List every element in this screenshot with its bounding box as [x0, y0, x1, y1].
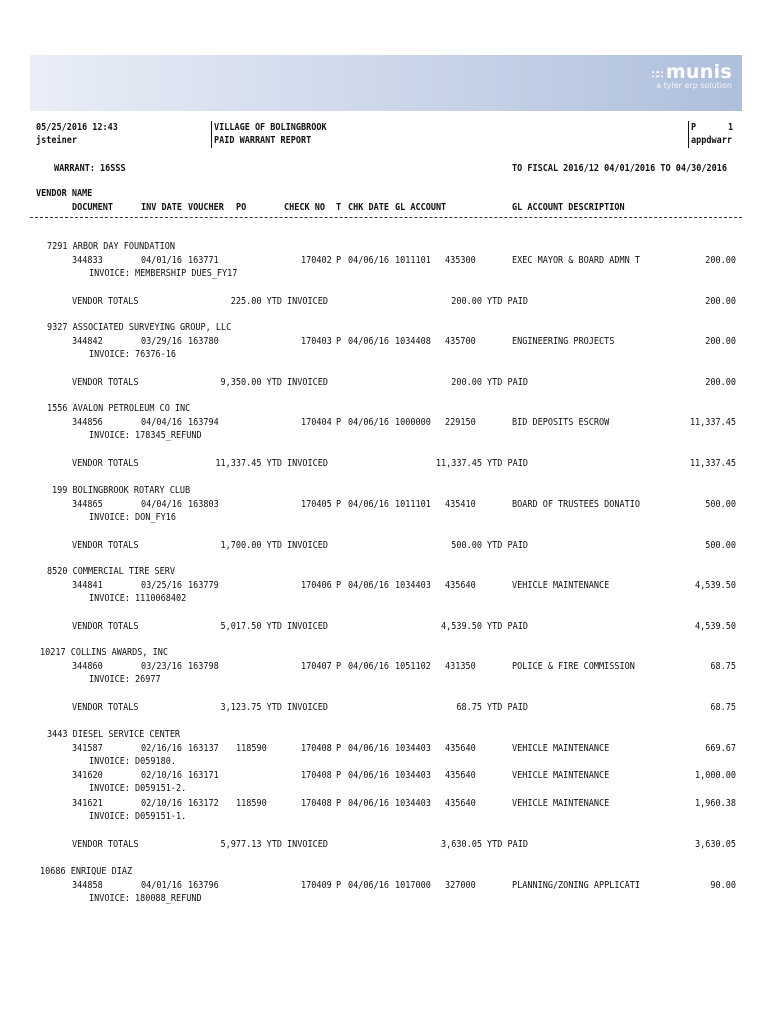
- gl-description: EXEC MAYOR & BOARD ADMN T: [512, 255, 640, 266]
- check-number: 170403: [301, 336, 332, 347]
- vendor-name: 7291 ARBOR DAY FOUNDATION: [47, 241, 175, 252]
- invoice-date: 02/16/16: [141, 743, 182, 754]
- vendor-total: 11,337.45: [689, 458, 736, 469]
- gl-description: BOARD OF TRUSTEES DONATIO: [512, 499, 640, 510]
- document-number: 341587: [72, 743, 103, 754]
- document-number: 341620: [72, 770, 103, 781]
- check-number: 170407: [301, 661, 332, 672]
- check-date: 04/06/16: [348, 336, 389, 347]
- invoice-date: 02/10/16: [141, 798, 182, 809]
- voucher-number: 163137: [188, 743, 219, 754]
- voucher-number: 163780: [188, 336, 219, 347]
- col-gl-description: GL ACCOUNT DESCRIPTION: [512, 202, 625, 213]
- check-date: 04/06/16: [348, 580, 389, 591]
- paid-amount: 200.00: [705, 336, 736, 347]
- col-inv-date: INV DATE: [141, 202, 182, 213]
- check-date: 04/06/16: [348, 798, 389, 809]
- col-voucher: VOUCHER: [188, 202, 224, 213]
- check-number: 170409: [301, 880, 332, 891]
- check-type: P: [336, 580, 342, 591]
- gl-object: 435700: [445, 336, 476, 347]
- gl-object: 229150: [445, 417, 476, 428]
- paid-amount: 1,960.38: [695, 798, 736, 809]
- gl-description: PLANNING/ZONING APPLICATI: [512, 880, 640, 891]
- check-number: 170402: [301, 255, 332, 266]
- logo-text: munis: [665, 61, 732, 83]
- vendor-name: 8520 COMMERCIAL TIRE SERV: [47, 566, 175, 577]
- po-number: 118590: [236, 743, 267, 754]
- voucher-number: 163171: [188, 770, 219, 781]
- logo-subtext: a tyler erp solution: [656, 81, 732, 90]
- check-type: P: [336, 743, 342, 754]
- vendor-totals-label: VENDOR TOTALS: [72, 702, 139, 713]
- gl-object: 327000: [445, 880, 476, 891]
- gl-org: 1034408: [395, 336, 431, 347]
- po-number: 118590: [236, 798, 267, 809]
- vendor-name: 3443 DIESEL SERVICE CENTER: [47, 729, 181, 740]
- voucher-number: 163779: [188, 580, 219, 591]
- paid-amount: 68.75: [710, 661, 736, 672]
- ytd-invoiced: 1,700.00 YTD INVOICED: [220, 540, 328, 551]
- invoice-reference: INVOICE: D059151-1.: [89, 811, 187, 822]
- ytd-paid: 11,337.45 YTD PAID: [435, 458, 528, 469]
- document-number: 344842: [72, 336, 103, 347]
- gl-org: 1034403: [395, 743, 431, 754]
- ytd-paid: 4,539.50 YTD PAID: [440, 621, 528, 632]
- vendor-totals-label: VENDOR TOTALS: [72, 377, 139, 388]
- check-type: P: [336, 336, 342, 347]
- gl-object: 435640: [445, 743, 476, 754]
- vendor-total: 500.00: [705, 540, 736, 551]
- document-number: 341621: [72, 798, 103, 809]
- report-datetime: 05/25/2016 12:43: [36, 122, 118, 133]
- check-date: 04/06/16: [348, 499, 389, 510]
- invoice-reference: INVOICE: DON_FY16: [89, 512, 177, 523]
- paid-amount: 11,337.45: [689, 417, 736, 428]
- invoice-reference: INVOICE: 76376-16: [89, 349, 177, 360]
- check-number: 170408: [301, 770, 332, 781]
- gl-description: VEHICLE MAINTENANCE: [512, 770, 610, 781]
- vendor-total: 200.00: [705, 377, 736, 388]
- vendor-totals-label: VENDOR TOTALS: [72, 839, 139, 850]
- header-rule: [30, 217, 742, 218]
- vendor-totals-label: VENDOR TOTALS: [72, 540, 139, 551]
- check-number: 170404: [301, 417, 332, 428]
- paid-amount: 4,539.50: [695, 580, 736, 591]
- check-date: 04/06/16: [348, 770, 389, 781]
- voucher-number: 163794: [188, 417, 219, 428]
- ytd-paid: 3,630.05 YTD PAID: [440, 839, 528, 850]
- voucher-number: 163798: [188, 661, 219, 672]
- invoice-reference: INVOICE: 1110068402: [89, 593, 187, 604]
- program-name: appdwarr: [691, 135, 732, 146]
- check-number: 170408: [301, 798, 332, 809]
- voucher-number: 163803: [188, 499, 219, 510]
- col-document: DOCUMENT: [72, 202, 113, 213]
- vendor-total: 68.75: [710, 702, 736, 713]
- vendor-totals-label: VENDOR TOTALS: [72, 296, 139, 307]
- col-type: T: [336, 202, 342, 213]
- gl-org: 1011101: [395, 499, 431, 510]
- document-number: 344841: [72, 580, 103, 591]
- check-number: 170406: [301, 580, 332, 591]
- report-banner: [30, 55, 742, 111]
- document-number: 344860: [72, 661, 103, 672]
- page-label: P: [691, 122, 697, 133]
- check-type: P: [336, 661, 342, 672]
- col-check-no: CHECK NO: [284, 202, 325, 213]
- paid-amount: 200.00: [705, 255, 736, 266]
- check-date: 04/06/16: [348, 743, 389, 754]
- fiscal-range: TO FISCAL 2016/12 04/01/2016 TO 04/30/2016: [512, 163, 727, 174]
- vendor-totals-label: VENDOR TOTALS: [72, 458, 139, 469]
- logo-dots-icon: ∷∷: [651, 66, 662, 81]
- gl-org: 1034403: [395, 580, 431, 591]
- check-type: P: [336, 770, 342, 781]
- col-chk-date: CHK DATE: [348, 202, 389, 213]
- check-type: P: [336, 880, 342, 891]
- gl-org: 1017000: [395, 880, 431, 891]
- document-number: 344833: [72, 255, 103, 266]
- ytd-invoiced: 11,337.45 YTD INVOICED: [215, 458, 328, 469]
- gl-description: POLICE & FIRE COMMISSION: [512, 661, 635, 672]
- vendor-name: 1556 AVALON PETROLEUM CO INC: [47, 403, 191, 414]
- invoice-date: 04/04/16: [141, 417, 182, 428]
- check-type: P: [336, 417, 342, 428]
- vendor-name: 9327 ASSOCIATED SURVEYING GROUP, LLC: [47, 322, 232, 333]
- document-number: 344856: [72, 417, 103, 428]
- invoice-date: 04/04/16: [141, 499, 182, 510]
- report-user: jsteiner: [36, 135, 77, 146]
- paid-amount: 90.00: [710, 880, 736, 891]
- gl-description: ENGINEERING PROJECTS: [512, 336, 615, 347]
- col-po: PO: [236, 202, 247, 213]
- check-number: 170405: [301, 499, 332, 510]
- check-date: 04/06/16: [348, 417, 389, 428]
- org-name: VILLAGE OF BOLINGBROOK: [214, 122, 327, 133]
- ytd-paid: 200.00 YTD PAID: [451, 377, 528, 388]
- invoice-date: 04/01/16: [141, 880, 182, 891]
- document-number: 344858: [72, 880, 103, 891]
- invoice-reference: INVOICE: MEMBERSHIP DUES_FY17: [89, 268, 238, 279]
- check-type: P: [336, 499, 342, 510]
- ytd-paid: 200.00 YTD PAID: [451, 296, 528, 307]
- gl-org: 1051102: [395, 661, 431, 672]
- gl-description: VEHICLE MAINTENANCE: [512, 743, 610, 754]
- gl-org: 1034403: [395, 798, 431, 809]
- gl-object: 435640: [445, 580, 476, 591]
- invoice-reference: INVOICE: 26977: [89, 674, 161, 685]
- gl-description: VEHICLE MAINTENANCE: [512, 798, 610, 809]
- ytd-paid: 68.75 YTD PAID: [456, 702, 528, 713]
- vendor-total: 4,539.50: [695, 621, 736, 632]
- page-number: 1: [728, 122, 734, 133]
- ytd-paid: 500.00 YTD PAID: [451, 540, 528, 551]
- gl-description: BID DEPOSITS ESCROW: [512, 417, 610, 428]
- check-type: P: [336, 798, 342, 809]
- warrant-label: WARRANT: 16SSS: [54, 163, 126, 174]
- ytd-invoiced: 225.00 YTD INVOICED: [230, 296, 328, 307]
- check-date: 04/06/16: [348, 661, 389, 672]
- check-number: 170408: [301, 743, 332, 754]
- ytd-invoiced: 5,017.50 YTD INVOICED: [220, 621, 328, 632]
- gl-description: VEHICLE MAINTENANCE: [512, 580, 610, 591]
- vendor-name: 10686 ENRIQUE DIAZ: [40, 866, 133, 877]
- paid-amount: 669.67: [705, 743, 736, 754]
- check-date: 04/06/16: [348, 880, 389, 891]
- check-date: 04/06/16: [348, 255, 389, 266]
- invoice-reference: INVOICE: 180088_REFUND: [89, 893, 202, 904]
- gl-org: 1011101: [395, 255, 431, 266]
- invoice-date: 03/29/16: [141, 336, 182, 347]
- vendor-total: 3,630.05: [695, 839, 736, 850]
- paid-amount: 500.00: [705, 499, 736, 510]
- invoice-date: 04/01/16: [141, 255, 182, 266]
- ytd-invoiced: 5,977.13 YTD INVOICED: [220, 839, 328, 850]
- vendor-total: 200.00: [705, 296, 736, 307]
- ytd-invoiced: 3,123.75 YTD INVOICED: [220, 702, 328, 713]
- col-vendor-name: VENDOR NAME: [36, 188, 93, 199]
- check-type: P: [336, 255, 342, 266]
- voucher-number: 163771: [188, 255, 219, 266]
- document-number: 344865: [72, 499, 103, 510]
- gl-object: 435410: [445, 499, 476, 510]
- voucher-number: 163172: [188, 798, 219, 809]
- paid-amount: 1,000.00: [695, 770, 736, 781]
- gl-object: 435300: [445, 255, 476, 266]
- voucher-number: 163796: [188, 880, 219, 891]
- invoice-reference: INVOICE: D059151-2.: [89, 783, 187, 794]
- gl-org: 1000000: [395, 417, 431, 428]
- gl-object: 431350: [445, 661, 476, 672]
- invoice-reference: INVOICE: D059180.: [89, 756, 177, 767]
- gl-object: 435640: [445, 798, 476, 809]
- munis-logo: [651, 61, 732, 90]
- invoice-date: 03/25/16: [141, 580, 182, 591]
- vendor-totals-label: VENDOR TOTALS: [72, 621, 139, 632]
- header-divider-left: [211, 121, 212, 148]
- invoice-date: 02/10/16: [141, 770, 182, 781]
- gl-object: 435640: [445, 770, 476, 781]
- invoice-reference: INVOICE: 178345_REFUND: [89, 430, 202, 441]
- invoice-date: 03/23/16: [141, 661, 182, 672]
- vendor-name: 199 BOLINGBROOK ROTARY CLUB: [52, 485, 191, 496]
- vendor-name: 10217 COLLINS AWARDS, INC: [40, 647, 168, 658]
- gl-org: 1034403: [395, 770, 431, 781]
- header-divider-right: [688, 121, 689, 148]
- report-title: PAID WARRANT REPORT: [214, 135, 312, 146]
- col-gl-account: GL ACCOUNT: [395, 202, 447, 213]
- ytd-invoiced: 9,350.00 YTD INVOICED: [220, 377, 328, 388]
